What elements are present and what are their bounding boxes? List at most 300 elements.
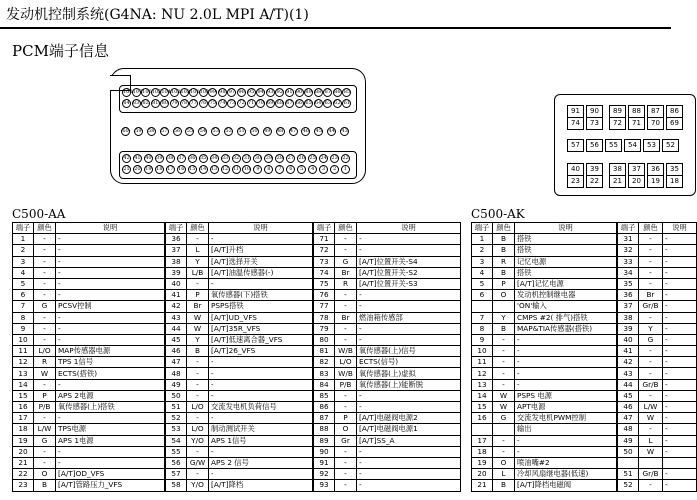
wire-color: - (34, 413, 56, 424)
connector-pin: 66 (295, 100, 303, 106)
pin-number: 53 (166, 424, 187, 435)
pin-description: - (515, 368, 617, 379)
pin-number: 51 (166, 402, 187, 413)
pin-number: 44 (166, 323, 187, 334)
pin-number: 3 (472, 256, 493, 267)
pin-description: - (663, 346, 697, 357)
wire-color: B (493, 267, 515, 278)
table-row (314, 234, 461, 245)
pin-description: - (357, 301, 461, 312)
pin-description: - (56, 245, 165, 256)
connector-pin: 18 (666, 175, 683, 188)
connector-pin: 70 (647, 117, 664, 130)
wire-color: - (335, 446, 357, 457)
pin-description: - (663, 402, 697, 413)
connector-aa-row3 (119, 127, 355, 137)
connector-pin: 55 (186, 128, 194, 134)
pin-description: - (209, 368, 313, 379)
connector-pin: 61 (343, 100, 351, 106)
pin-header: 端子 (166, 223, 187, 234)
table-ak-caption: C500-AK (471, 207, 525, 221)
pin-number: 54 (166, 435, 187, 446)
pin-description: - (663, 379, 697, 390)
connector-pin: 33 (221, 155, 229, 161)
connector-pin: 21 (123, 166, 130, 172)
pin-number: 5 (472, 278, 493, 289)
pin-description: [A/T]电磁阀电源2 (357, 413, 461, 424)
connector-pin: 48 (276, 128, 284, 134)
wire-color: - (34, 446, 56, 457)
pin-description: APS 1电源 (56, 435, 165, 446)
table-row (618, 334, 697, 345)
table-row (13, 435, 165, 446)
wire-color: - (34, 278, 56, 289)
pin-number: 92 (314, 469, 335, 480)
pin-header: 端子 (618, 223, 639, 234)
pin-description: [A/T]选择开关 (209, 256, 313, 267)
pin-number: 81 (314, 346, 335, 357)
wire-color: O (34, 469, 56, 480)
pin-number: 49 (166, 379, 187, 390)
connector-pin: 90 (295, 89, 303, 95)
connector-pin: 53 (212, 128, 219, 134)
connector-pin: 73 (228, 100, 236, 106)
pin-description: - (663, 357, 697, 368)
pin-number: 43 (618, 368, 639, 379)
connector-pin: 79 (171, 100, 178, 106)
connector-pin: 74 (219, 100, 226, 106)
table-row (618, 402, 697, 413)
pin-table-aa-col3 (313, 222, 461, 492)
pin-description: 燃油箱传感部 (357, 312, 461, 323)
pin-description: - (56, 278, 165, 289)
connector-pin: 72 (609, 117, 626, 130)
pin-number: 40 (166, 278, 187, 289)
pin-description: 冷却风扇继电器(低速) (515, 469, 617, 480)
connector-pin: 40 (567, 163, 584, 176)
pin-number: 36 (166, 234, 187, 245)
table-row (314, 323, 461, 334)
connector-pin: 54 (199, 128, 207, 134)
connector-pin: 39 (156, 155, 163, 161)
pin-description: - (357, 323, 461, 334)
desc-header: 说明 (56, 223, 165, 234)
pin-description: 'ON'输入 (515, 301, 617, 312)
pin-number: 91 (314, 457, 335, 468)
pin-number: 20 (13, 446, 34, 457)
pin-description: 发动机控制继电器 (515, 290, 617, 301)
table-row (13, 256, 165, 267)
wire-color: G (493, 413, 515, 424)
pin-number: 50 (618, 446, 639, 457)
wire-color: - (335, 480, 357, 491)
table-row (618, 357, 697, 368)
table-row (166, 245, 313, 256)
wire-color: W (187, 312, 209, 323)
pin-number: 37 (166, 245, 187, 256)
table-row (472, 435, 617, 446)
pin-number: 8 (472, 323, 493, 334)
wire-color: B (493, 234, 515, 245)
pin-description: - (663, 446, 697, 457)
wire-color: - (335, 245, 357, 256)
pin-description: - (56, 312, 165, 323)
wire-color: P (187, 290, 209, 301)
pin-number: 76 (314, 290, 335, 301)
pin-description: - (56, 267, 165, 278)
wire-color: P/B (34, 402, 56, 413)
connector-pin: 105 (151, 89, 162, 95)
connector-pin: 38 (609, 163, 626, 176)
table-row (314, 290, 461, 301)
pin-number: 78 (314, 312, 335, 323)
pin-number: 19 (472, 457, 493, 468)
wire-color: L (639, 435, 663, 446)
pin-number: 2 (13, 245, 34, 256)
pin-description: - (663, 480, 697, 491)
connector-pin: 87 (647, 105, 664, 118)
pin-description: [A/T]OD_VFS (56, 469, 165, 480)
section-title: PCM端子信息 (12, 42, 109, 60)
wire-color: W (34, 368, 56, 379)
connector-pin: 8 (264, 165, 273, 174)
page-title: 发动机控制系统(G4NA: NU 2.0L MPI A/T)(1) (6, 7, 309, 23)
table-row (166, 457, 313, 468)
wire-color: - (639, 312, 663, 323)
wire-color: G/W (187, 457, 209, 468)
table-row (13, 234, 165, 245)
table-row (314, 245, 461, 256)
table-row (166, 323, 313, 334)
pin-number: 47 (166, 357, 187, 368)
wire-color: - (34, 379, 56, 390)
pin-description: - (663, 290, 697, 301)
connector-pin: 101 (190, 89, 200, 95)
pin-number: 12 (472, 368, 493, 379)
pin-number (618, 457, 639, 468)
wire-color: - (335, 390, 357, 401)
wire-color: - (493, 334, 515, 345)
table-row (166, 357, 313, 368)
table-row (314, 256, 461, 267)
pin-number: 18 (472, 446, 493, 457)
connector-pin: 89 (305, 89, 312, 95)
pin-number: 52 (166, 413, 187, 424)
connector-pin: 65 (305, 100, 312, 106)
connector-pin: 49 (264, 128, 271, 134)
table-row (13, 469, 165, 480)
wire-color: W (493, 390, 515, 401)
connector-pin: 81 (152, 100, 159, 106)
wire-color (493, 424, 515, 435)
wire-color: R (335, 278, 357, 289)
connector-pin: 72 (238, 100, 245, 106)
wire-color: W (639, 446, 663, 457)
table-row (472, 290, 617, 301)
connector-pin: 36 (647, 163, 664, 176)
connector-aa-row4 (120, 154, 356, 164)
table-row (13, 290, 165, 301)
wire-color: - (34, 334, 56, 345)
pin-number: 49 (618, 435, 639, 446)
wire-color: - (187, 446, 209, 457)
pin-number: 1 (13, 234, 34, 245)
pin-number: 36 (618, 290, 639, 301)
table-row (618, 301, 697, 312)
connector-pin: 75 (209, 100, 216, 106)
pin-number: 13 (472, 379, 493, 390)
wire-color: - (639, 480, 663, 491)
connector-pin: 87 (324, 89, 331, 95)
pin-description: - (357, 469, 461, 480)
pin-description: [A/T]位置开关-S4 (357, 256, 461, 267)
pin-header: 端子 (13, 223, 34, 234)
table-row (472, 413, 617, 424)
table-row (472, 480, 617, 491)
color-header: 颜色 (187, 223, 209, 234)
table-row (13, 312, 165, 323)
wire-color: - (34, 312, 56, 323)
table-row (13, 480, 165, 491)
connector-pin: 25 (309, 155, 316, 161)
connector-pin: 52 (662, 139, 679, 152)
table-row (618, 480, 697, 491)
pin-number: 77 (314, 301, 335, 312)
pin-description: ECTS(搭铁) (56, 368, 165, 379)
connector-pin: 5 (297, 165, 306, 174)
connector-pin: 103 (170, 89, 181, 95)
pin-number: 52 (618, 480, 639, 491)
pin-description: [A/T]记忆电源 (515, 278, 617, 289)
pin-description: - (663, 413, 697, 424)
pin-number: 42 (618, 357, 639, 368)
connector-pin: 34 (210, 155, 218, 161)
wire-color: - (639, 245, 663, 256)
table-row (472, 457, 617, 468)
wire-color: Br (639, 290, 663, 301)
table-row (314, 469, 461, 480)
pin-description: - (515, 446, 617, 457)
table-row (314, 267, 461, 278)
connector-pin: 12 (221, 166, 229, 172)
pin-description: - (663, 234, 697, 245)
wire-color: Gr/B (639, 379, 663, 390)
pin-description: [A/T]UD_VFS (209, 312, 313, 323)
connector-pin: 60 (122, 128, 129, 134)
pin-description: - (357, 245, 461, 256)
wire-color: L (493, 469, 515, 480)
pin-number: 16 (472, 413, 493, 424)
connector-pin: 6 (286, 165, 295, 174)
connector-pin: 77 (190, 100, 197, 106)
connector-pin: 91 (286, 89, 293, 95)
pin-description: - (663, 267, 697, 278)
wire-color: - (187, 357, 209, 368)
pin-number: 83 (314, 368, 335, 379)
connector-pin: 19 (647, 175, 664, 188)
pin-number: 15 (472, 402, 493, 413)
table-row (166, 234, 313, 245)
pin-description: - (56, 457, 165, 468)
table-row (166, 312, 313, 323)
connector-pin: 14 (199, 166, 207, 172)
table-row (472, 446, 617, 457)
page-header (0, 0, 671, 29)
wire-color: - (34, 234, 56, 245)
pin-description: 交流发电机负荷信号 (209, 402, 313, 413)
pin-number: 5 (13, 278, 34, 289)
pin-description: 搭铁 (515, 267, 617, 278)
wire-color: - (335, 334, 357, 345)
pin-number: 51 (618, 469, 639, 480)
wire-color: P/B (335, 379, 357, 390)
pin-number: 58 (166, 480, 187, 491)
pin-number: 41 (618, 346, 639, 357)
connector-pin: 26 (298, 155, 305, 161)
pin-number: 46 (618, 402, 639, 413)
table-row (618, 256, 697, 267)
pin-number: 38 (618, 312, 639, 323)
table-row (166, 301, 313, 312)
pin-description: - (357, 480, 461, 491)
table-row (618, 413, 697, 424)
pin-number: 41 (166, 290, 187, 301)
table-row (314, 457, 461, 468)
pin-description: - (663, 435, 697, 446)
pin-number: 87 (314, 413, 335, 424)
table-row (618, 346, 697, 357)
wire-color: - (493, 368, 515, 379)
pin-number: 1 (472, 234, 493, 245)
table-row (472, 390, 617, 401)
connector-pin: 15 (189, 166, 196, 172)
wire-color: - (335, 402, 357, 413)
pin-number: 10 (13, 334, 34, 345)
pin-description: MAP传感器电源 (56, 346, 165, 357)
pin-number: 4 (472, 267, 493, 278)
wire-color: - (34, 256, 56, 267)
pin-number: 14 (472, 390, 493, 401)
table-row (472, 245, 617, 256)
pin-description: CMPS #2( 排气)搭铁 (515, 312, 617, 323)
connector-pin: 70 (257, 100, 264, 106)
connector-pin: 102 (180, 89, 191, 95)
connector-pin: 92 (276, 89, 284, 95)
table-row (166, 278, 313, 289)
pin-number (472, 424, 493, 435)
pin-description: 氧传感器(上)能断脱 (357, 379, 461, 390)
pin-number: 93 (314, 480, 335, 491)
table-row (166, 446, 313, 457)
wire-color (493, 301, 515, 312)
connector-pin: 91 (567, 105, 584, 118)
pin-number: 73 (314, 256, 335, 267)
table-row (13, 346, 165, 357)
pin-number: 72 (314, 245, 335, 256)
pin-description (663, 457, 697, 468)
pin-description: PCSV控制 (56, 301, 165, 312)
pin-description: - (209, 234, 313, 245)
pin-description: - (663, 301, 697, 312)
pin-number: 2 (472, 245, 493, 256)
wire-color: Y (639, 323, 663, 334)
pin-description: - (209, 413, 313, 424)
pin-number: 17 (13, 413, 34, 424)
wire-color: - (34, 245, 56, 256)
pin-description: - (209, 357, 313, 368)
color-header: 颜色 (639, 223, 663, 234)
table-row (618, 368, 697, 379)
connector-pin: 22 (342, 155, 349, 161)
pin-number: 57 (166, 469, 187, 480)
wire-color: - (335, 457, 357, 468)
pin-description: - (209, 469, 313, 480)
connector-pin: 44 (328, 128, 335, 134)
wire-color: Y (187, 334, 209, 345)
pin-description: - (357, 457, 461, 468)
table-row (166, 379, 313, 390)
desc-header: 说明 (357, 223, 461, 234)
table-row (314, 424, 461, 435)
wire-color: B (493, 480, 515, 491)
wire-color: W/B (335, 346, 357, 357)
connector-pin: 35 (666, 163, 683, 176)
table-row (166, 402, 313, 413)
table-row (472, 234, 617, 245)
table-row (472, 267, 617, 278)
pin-description: [A/T]位置开关-S3 (357, 278, 461, 289)
connector-aa-row5 (120, 165, 356, 175)
wire-color: Y (187, 256, 209, 267)
pin-description: - (515, 334, 617, 345)
table-row (618, 469, 697, 480)
table-row (166, 469, 313, 480)
pin-number: 79 (314, 323, 335, 334)
pin-header: 端子 (314, 223, 335, 234)
wire-color: W/B (335, 368, 357, 379)
wire-color: - (335, 301, 357, 312)
pin-description: - (663, 323, 697, 334)
wire-color: - (34, 457, 56, 468)
pin-number: 21 (13, 457, 34, 468)
connector-pin: 59 (135, 128, 142, 134)
connector-pin: 64 (314, 100, 322, 106)
pin-description: - (663, 256, 697, 267)
connector-pin: 40 (145, 155, 152, 161)
table-row (618, 290, 697, 301)
connector-pin: 89 (609, 105, 626, 118)
pin-description: - (357, 290, 461, 301)
pin-table-ak-col2 (617, 222, 697, 492)
wire-color: L/O (34, 346, 56, 357)
wire-color: - (639, 234, 663, 245)
pin-number: 12 (13, 357, 34, 368)
wire-color: B (493, 245, 515, 256)
pin-number: 39 (618, 323, 639, 334)
table-row (13, 368, 165, 379)
connector-pin: 57 (160, 128, 168, 134)
table-row (13, 413, 165, 424)
color-header: 颜色 (493, 223, 515, 234)
connector-pin: 69 (267, 100, 274, 106)
table-row (166, 267, 313, 278)
table-row (314, 379, 461, 390)
connector-pin: 88 (628, 105, 645, 118)
pin-number: 10 (472, 346, 493, 357)
pin-number: 90 (314, 446, 335, 457)
connector-pin: 98 (219, 89, 226, 95)
table-row (314, 480, 461, 491)
